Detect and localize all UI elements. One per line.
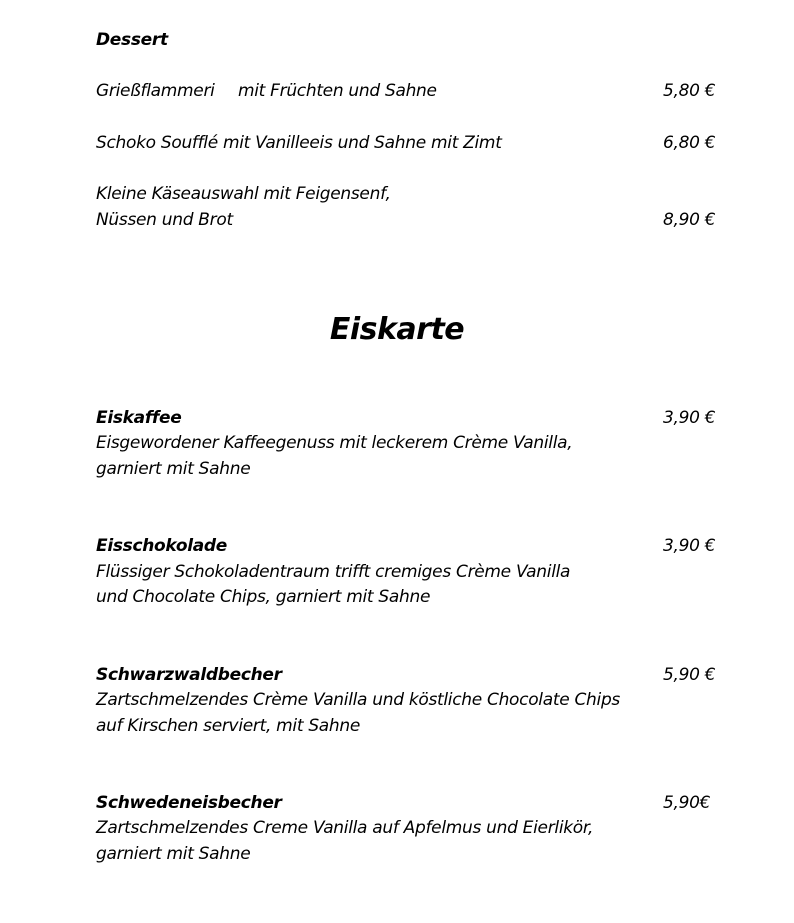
item-description-line-1: Zartschmelzendes Crème Vanilla und köstliche Chocolate Chips (96, 690, 620, 710)
item-price: 5,90 € (663, 665, 716, 685)
item-description-line-2: auf Kirschen serviert, mit Sahne (96, 716, 361, 736)
item-price: 3,90 € (663, 536, 716, 556)
item-name: Schwarzwaldbecher (96, 665, 282, 685)
item-name-line-1: Kleine Käseauswahl mit Feigensenf, (96, 184, 391, 204)
item-price: 6,80 € (663, 133, 716, 153)
eiskarte-title: Eiskarte (329, 312, 465, 347)
item-description-line-2: garniert mit Sahne (96, 459, 251, 479)
item-description-line-1: Flüssiger Schokoladentraum trifft cremiges Crème Vanilla (96, 562, 571, 582)
item-detail: mit Früchten und Sahne (238, 81, 437, 101)
item-name: Eiskaffee (96, 408, 182, 428)
item-description-line-1: Eisgewordener Kaffeegenuss mit leckerem Crème Vanilla, (96, 433, 573, 453)
item-description-line-1: Zartschmelzendes Creme Vanilla auf Apfelmus und Eierlikör, (96, 818, 594, 838)
item-name: Schoko Soufflé mit Vanilleeis und Sahne mit Zimt (96, 133, 502, 153)
item-price: 8,90 € (663, 210, 716, 230)
item-name: Schwedeneisbecher (96, 793, 282, 813)
item-description-line-2: garniert mit Sahne (96, 844, 251, 864)
item-name: Eisschokolade (96, 536, 228, 556)
item-description-line-2: und Chocolate Chips, garniert mit Sahne (96, 587, 431, 607)
item-name-line-2: Nüssen und Brot (96, 210, 233, 230)
item-name: Grießflammeri (96, 81, 215, 101)
item-price: 3,90 € (663, 408, 716, 428)
item-price: 5,90€ (663, 793, 711, 813)
item-price: 5,80 € (663, 81, 716, 101)
dessert-heading: Dessert (96, 30, 168, 50)
